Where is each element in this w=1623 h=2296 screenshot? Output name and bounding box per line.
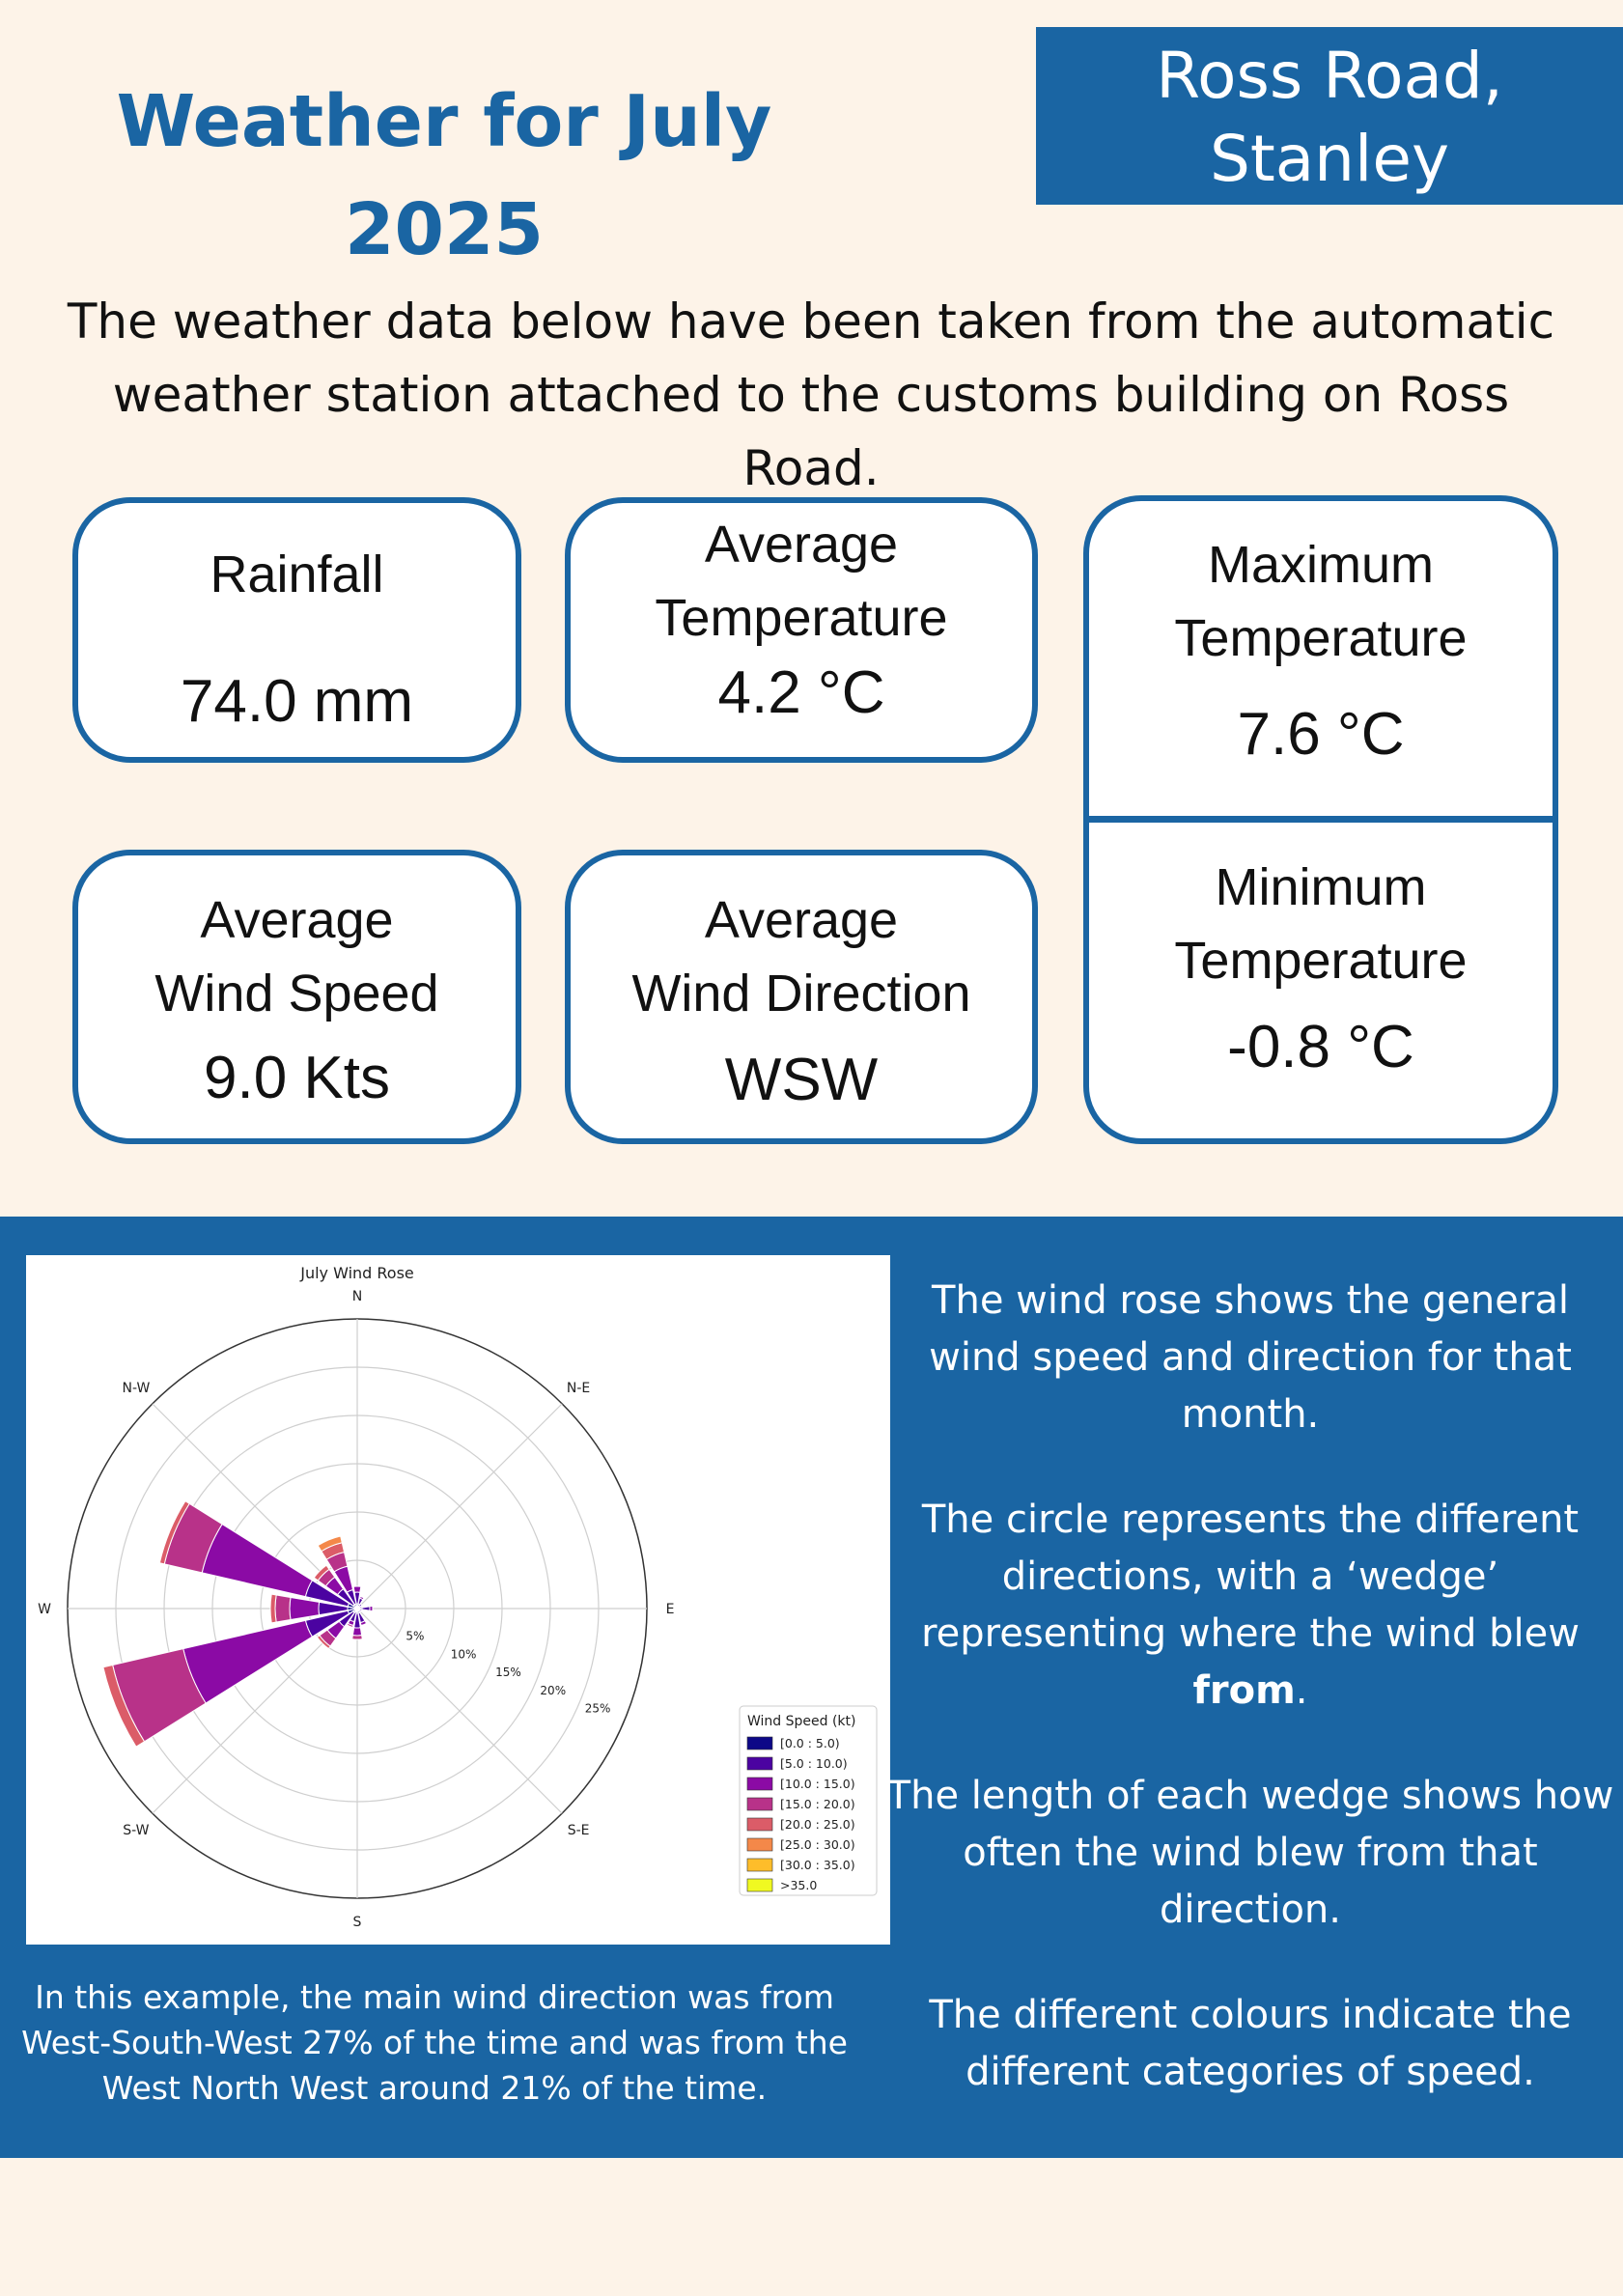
rainfall-card <box>72 497 521 763</box>
wind-rose-chart-container <box>26 1255 890 1945</box>
rose-bar-e <box>370 1606 373 1610</box>
avg-wind-speed-value: 9.0 Kts <box>204 1045 390 1111</box>
legend-swatch <box>747 1798 772 1810</box>
title-line-2: 2025 <box>345 188 544 271</box>
rose-spoke <box>357 1404 562 1609</box>
avg-temperature-value: 4.2 °C <box>717 659 885 726</box>
rose-bar-n <box>353 1586 361 1592</box>
wind-rose-chart <box>26 1255 890 1945</box>
location-line-1: Ross Road, <box>1156 39 1503 113</box>
explanation-paragraph-3: The length of each wedge shows how often the wind blew from that direction. <box>886 1774 1614 1932</box>
legend-swatch <box>747 1778 772 1790</box>
explanation-p2-text: The circle represents the different directions, with a ‘wedge’ representing where the wind blew <box>921 1498 1580 1656</box>
compass-label: S-W <box>123 1823 150 1839</box>
location-line-2: Stanley <box>1209 122 1450 196</box>
avg-wind-speed-label-1: Average <box>200 891 394 949</box>
intro-line-1: The weather data below have been taken from the automatic <box>67 294 1555 350</box>
compass-label: E <box>665 1602 675 1617</box>
legend-label: [15.0 : 20.0) <box>780 1797 855 1811</box>
avg-temperature-label-2: Temperature <box>655 589 948 647</box>
max-temperature-value: 7.6 °C <box>1237 701 1405 768</box>
legend-label: [0.0 : 5.0) <box>780 1736 840 1750</box>
rose-bar-s <box>352 1636 363 1639</box>
rose-bar-wnw <box>202 1525 312 1597</box>
compass-label: N <box>351 1289 363 1304</box>
radial-tick-label: 25% <box>584 1701 611 1716</box>
wind-rose-caption: In this example, the main wind direction was from West-South-West 27% of the time and was from the West North West around 21% of the time. <box>21 1978 848 2107</box>
compass-label: W <box>38 1602 51 1617</box>
rose-bar-e <box>362 1607 370 1610</box>
radial-tick-label: 5% <box>406 1629 425 1643</box>
explanation-p2-end: . <box>1295 1668 1308 1713</box>
avg-temperature-label-1: Average <box>704 516 899 574</box>
legend-swatch <box>747 1859 772 1871</box>
min-temperature-label-2: Temperature <box>1174 932 1468 990</box>
avg-wind-direction-value: WSW <box>724 1047 879 1113</box>
rose-spoke <box>357 1609 562 1813</box>
radial-tick-label: 15% <box>495 1666 521 1680</box>
explanation-paragraph-2 <box>883 1492 1617 1720</box>
rose-bar-w <box>275 1595 291 1622</box>
intro-line-2: weather station attached to the customs building on Ross Road. <box>112 367 1510 496</box>
explanation-paragraph-1: The wind rose shows the general wind speed and direction for that month. <box>929 1278 1572 1437</box>
rose-bar-w <box>270 1594 276 1623</box>
max-temperature-label-2: Temperature <box>1174 609 1468 667</box>
temperature-divider <box>1083 816 1558 823</box>
title-line-1: Weather for July <box>116 80 772 163</box>
rainfall-label: Rainfall <box>210 546 384 603</box>
avg-temperature-card <box>565 497 1038 763</box>
legend-label: >35.0 <box>780 1878 818 1892</box>
legend-label: [5.0 : 10.0) <box>780 1756 848 1771</box>
rainfall-value: 74.0 mm <box>180 668 414 735</box>
intro-text <box>39 285 1583 505</box>
compass-label: N-E <box>566 1380 591 1396</box>
explanation-paragraph-4: The different colours indicate the different categories of speed. <box>929 1993 1572 2094</box>
avg-wind-direction-label-2: Wind Direction <box>631 965 971 1022</box>
rose-bar-w <box>290 1597 320 1619</box>
rose-bar-wsw <box>183 1620 313 1703</box>
min-temperature-section <box>1089 851 1553 1086</box>
compass-label: S-E <box>567 1823 590 1839</box>
legend-title: Wind Speed (kt) <box>747 1714 856 1729</box>
chart-title: July Wind Rose <box>300 1264 414 1282</box>
avg-wind-speed-label-2: Wind Speed <box>154 965 439 1022</box>
legend-label: [30.0 : 35.0) <box>780 1858 855 1872</box>
max-temperature-label-1: Maximum <box>1207 536 1434 594</box>
legend-swatch <box>747 1838 772 1851</box>
min-temperature-value: -0.8 °C <box>1227 1014 1414 1080</box>
legend-label: [25.0 : 30.0) <box>780 1837 855 1852</box>
compass-label: N-W <box>122 1380 151 1396</box>
avg-wind-direction-card <box>565 850 1038 1144</box>
page-title <box>58 68 830 284</box>
explanation-p2-bold: from <box>1192 1668 1296 1713</box>
avg-wind-direction-label-1: Average <box>704 891 899 949</box>
radial-tick-label: 20% <box>540 1683 567 1697</box>
radial-tick-label: 10% <box>450 1647 477 1662</box>
legend-label: [10.0 : 15.0) <box>780 1777 855 1791</box>
legend-swatch <box>747 1879 772 1891</box>
rose-bar-s <box>352 1628 361 1636</box>
legend-swatch <box>747 1737 772 1750</box>
avg-wind-speed-card <box>72 850 521 1144</box>
legend-swatch <box>747 1757 772 1770</box>
min-temperature-label-1: Minimum <box>1215 858 1427 916</box>
compass-label: S <box>352 1915 362 1930</box>
legend-label: [20.0 : 25.0) <box>780 1817 855 1832</box>
wind-rose-explanation <box>883 1273 1617 2149</box>
location-banner <box>1036 27 1623 205</box>
legend-swatch <box>747 1818 772 1831</box>
